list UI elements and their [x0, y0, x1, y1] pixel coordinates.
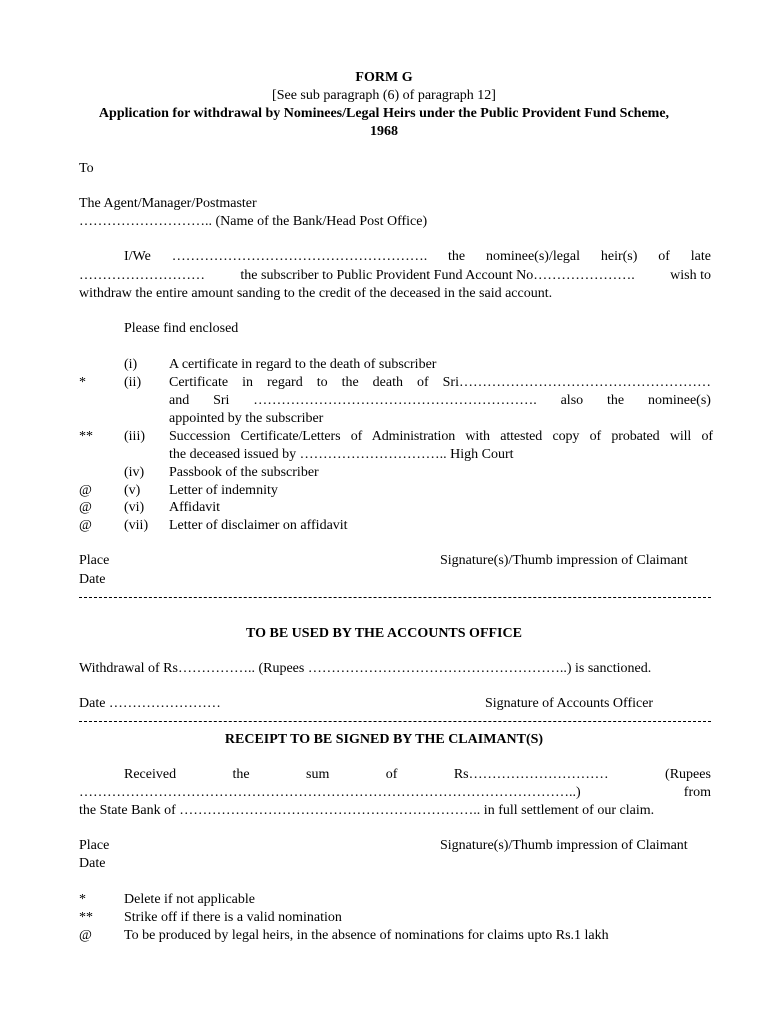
- enclosure-number: (v): [124, 483, 141, 498]
- receipt-line1: [124, 766, 711, 784]
- account-number-text: the subscriber to Public Provident Fund Account No………………….: [240, 268, 635, 283]
- enclosure-mark: *: [79, 375, 86, 390]
- enclosure-text: Affidavit: [169, 500, 221, 515]
- enclosure-number: (vi): [124, 500, 145, 515]
- declaration-line2: [79, 267, 711, 285]
- word: of: [385, 767, 398, 782]
- date-label: Date: [79, 572, 106, 587]
- date-label: Date: [79, 856, 106, 871]
- agent-label: The Agent/Manager/Postmaster: [79, 196, 257, 211]
- withdrawal-sanction-line: Withdrawal of Rs…………….. (Rupees ………………………………………………..) is sanctioned.: [79, 661, 652, 676]
- note-mark: **: [79, 910, 93, 925]
- word: regard: [266, 375, 303, 390]
- word: Received: [124, 767, 177, 782]
- word: (Rupees: [665, 767, 711, 782]
- accounts-officer-signature-label: Signature of Accounts Officer: [485, 696, 654, 711]
- word: nominee(s): [647, 393, 711, 408]
- word: of: [658, 249, 670, 264]
- accounts-date-line: Date ……………………: [79, 696, 221, 711]
- enclosure-mark: @: [79, 483, 92, 498]
- word: the: [341, 375, 359, 390]
- enclosure-number: (i): [124, 357, 138, 372]
- bank-name-line: ……………………….. (Name of the Bank/Head Post Office): [79, 214, 428, 229]
- amount-words-field: ……………………………………………………………………………………………..): [79, 785, 581, 800]
- note-mark: @: [79, 928, 92, 943]
- to-label: To: [79, 161, 94, 176]
- enclosure-number: (vii): [124, 518, 149, 533]
- enclosure-text: Letter of disclaimer on affidavit: [169, 518, 348, 533]
- word: sum: [306, 767, 330, 782]
- word: in: [242, 375, 253, 390]
- place-label: Place: [79, 838, 110, 853]
- word: the: [607, 393, 625, 408]
- blank-name-field: Sri………………………………………………: [442, 375, 711, 390]
- enclosure-number: (iii): [124, 429, 145, 444]
- enclosure-text: Passbook of the subscriber: [169, 465, 319, 480]
- receipt-heading: RECEIPT TO BE SIGNED BY THE CLAIMANT(S): [224, 732, 544, 747]
- enclosure-text-continued: the deceased issued by ………………………….. High Court: [169, 447, 514, 462]
- note-mark: *: [79, 892, 86, 907]
- enclosure-text-continued: [169, 392, 711, 410]
- note-text: Delete if not applicable: [124, 892, 255, 907]
- application-title-line1: Application for withdrawal by Nominees/Legal Heirs under the Public Provident Fund Scheme,: [98, 106, 670, 121]
- blank-deceased-field: ………………………: [79, 268, 205, 283]
- enclosure-text: Succession Certificate/Letters of Administration with attested copy of probated will of: [169, 429, 713, 444]
- enclosure-text-continued: appointed by the subscriber: [169, 411, 324, 426]
- blank-name-field: …………………………………………………….: [253, 393, 537, 408]
- enclosure-text: A certificate in regard to the death of subscriber: [169, 357, 437, 372]
- word: heir(s): [600, 249, 638, 264]
- enclosed-label: Please find enclosed: [124, 321, 239, 336]
- enclosure-mark: @: [79, 518, 92, 533]
- divider: [79, 721, 711, 722]
- word: late: [690, 249, 711, 264]
- paragraph-reference: [See sub paragraph (6) of paragraph 12]: [272, 88, 496, 103]
- amount-field: Rs…………………………: [453, 767, 609, 782]
- word: from: [683, 785, 711, 800]
- enclosure-mark: **: [79, 429, 93, 444]
- word: death: [372, 375, 403, 390]
- word: and: [169, 393, 190, 408]
- place-label: Place: [79, 553, 110, 568]
- blank-name-field: ……………………………………………….: [171, 249, 428, 264]
- word: I/We: [124, 249, 151, 264]
- note-text: Strike off if there is a valid nomination: [124, 910, 342, 925]
- enclosure-text: Letter of indemnity: [169, 483, 278, 498]
- word: of: [416, 375, 429, 390]
- word: wish to: [670, 268, 711, 283]
- enclosure-number: (ii): [124, 375, 142, 390]
- accounts-office-heading: TO BE USED BY THE ACCOUNTS OFFICE: [246, 626, 522, 641]
- claimant-signature-label: Signature(s)/Thumb impression of Claimant: [440, 838, 688, 853]
- declaration-line3: withdraw the entire amount sanding to the credit of the deceased in the said account.: [79, 286, 553, 301]
- declaration-line1: [124, 248, 711, 266]
- word: Sri: [213, 393, 230, 408]
- word: nominee(s)/legal: [485, 249, 581, 264]
- word: the: [448, 249, 466, 264]
- word: also: [560, 393, 584, 408]
- enclosure-text: [169, 374, 711, 392]
- enclosure-number: (iv): [124, 465, 145, 480]
- enclosure-mark: @: [79, 500, 92, 515]
- word: to: [316, 375, 328, 390]
- word: the: [232, 767, 250, 782]
- word: Certificate: [169, 375, 229, 390]
- receipt-line2: [79, 784, 711, 802]
- application-title-line2: 1968: [370, 124, 398, 139]
- receipt-line3: the State Bank of ……………………………………………………….. in full settlement of our claim.: [79, 803, 655, 818]
- note-text: To be produced by legal heirs, in the absence of nominations for claims upto Rs.1 lakh: [124, 928, 609, 943]
- divider: [79, 597, 711, 598]
- form-title: FORM G: [355, 70, 413, 85]
- claimant-signature-label: Signature(s)/Thumb impression of Claimant: [440, 553, 688, 568]
